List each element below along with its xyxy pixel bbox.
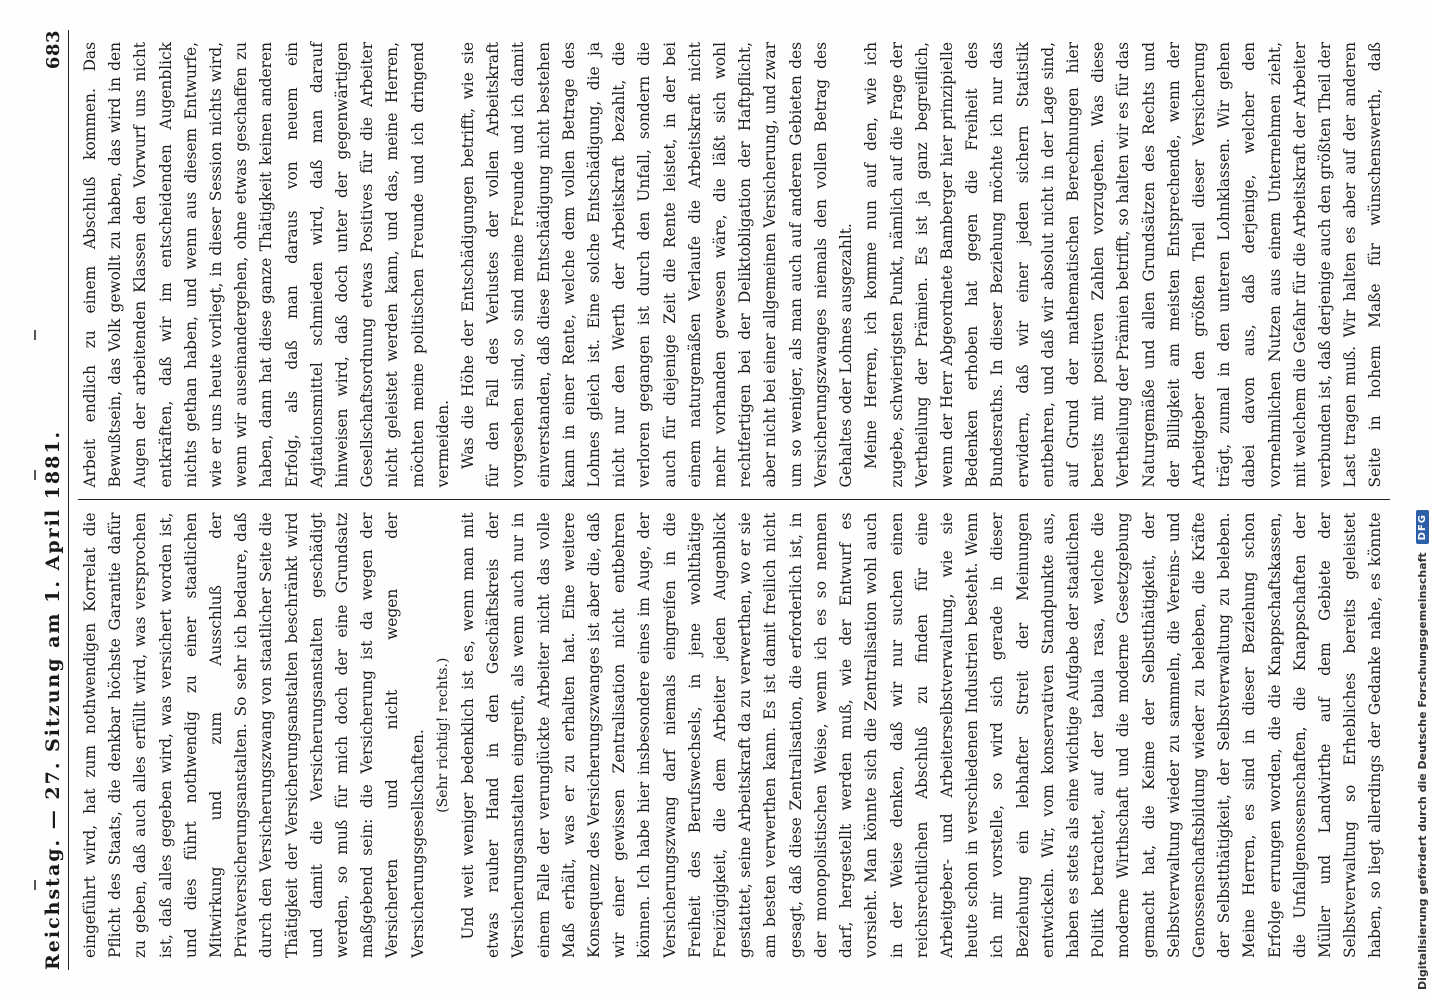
paragraph: Arbeit endlich zu einem Abschluß kommen. Das Bewußtsein, das Volk gewollt zu haben, das wird in den Augen der arbeitenden Klassen den Vorwurf uns nicht entkräften, daß wir im entscheidenden Augenblick nichts gethan haben, und wenn aus diesem Entwurfe, wie er uns heute vorliegt, in dieser Session nichts wird, wenn wir auseinandergehen, ohne etwas geschaffen zu haben, dann hat diese ganze Thätigkeit keinen anderen Erfolg, als daß man daraus von neuem ein Agitationsmittel schmieden wird, daß man darauf hinweisen wird, daß doch unter der gegenwärtigen Gesellschaftsordnung etwas Positives für die Arbeiter nicht geleistet werden kann, und das, meine Herren, möchten meine politischen Freunde und ich dringend vermeiden. — [81, 42, 452, 488]
right-column — [78, 30, 1390, 500]
page-header — [38, 30, 69, 970]
column-divider — [78, 500, 1390, 501]
text-columns — [78, 30, 1390, 970]
credit-text: Digitalisierung gefördert durch die Deutsche Forschungsgemeinschaft — [1415, 552, 1429, 990]
paragraph: Meine Herren, ich komme nun auf den, wie ich zugebe, schwierigsten Punkt, nämlich auf die Frage der Vertheilung der Prämien. Es ist ja ganz begreiflich, wenn der Herr Abgeordnete Bamberger hier prinzipielle Bedenken erhoben hat gegen die Freiheit des Bundesraths. In dieser Beziehung möchte ich nur das erwidern, daß wir einer jeden sichern Statistik entbehren, und daß wir absolut nicht in der Lage sind, auf Grund der mathematischen Berechnungen hier bereits mit positiven Zahlen vorzugehen. Was diese Vertheilung der Prämien betrifft, so halten wir es für das Naturgemäße und allen Grundsätzen des Rechts und der Billigkeit am meisten Entsprechende, wenn der Arbeitgeber den größten Theil dieser Versicherung trägt, zumal in den unteren Lohnklassen. Wir gehen dabei davon aus, daß derjenige, welcher den vornehmlichen Nutzen aus einem Unternehmen zieht, mit welchem die Gefahr für die Arbeitskraft der Arbeiter verbunden ist, daß derjenige auch den größten Theil der Last tragen muß. Wir halten es aber auf der anderen Seite in hohem Maße für wünschenswerth, daß — [862, 42, 1385, 488]
applause-note: (Sehr richtig! rechts.) — [434, 657, 451, 813]
digitization-credit — [1412, 0, 1432, 1000]
dfg-logo-badge: DFG — [1416, 510, 1429, 544]
paragraph: Was die Höhe der Entschädigungen betrifft, wie sie für den Fall des Verlustes der vollen Arbeitskraft vorgesehen sind, so sind meine Freunde und ich damit einverstanden, daß diese Entschädigung nicht bestehen kann in einer Rente, welche dem vollen Betrage des Lohnes gleich ist. Eine solche Entschädigung, die ja nicht nur den Werth der Arbeitskraft bezahlt, die verloren gegangen ist durch den Unfall, sondern die auch für diejenige Zeit die Rente leistet, in der bei einem naturgemäßen Verlaufe die Arbeitskraft nicht mehr vorhanden gewesen wäre, die läßt sich wohl rechtfertigen bei der Deliktobligation der Haftpflicht, aber nicht bei einer allgemeinen Versicherung, und zwar um so weniger, als man auch auf anderen Gebieten des Versicherungszwanges niemals den vollen Betrag des Gehaltes oder Lohnes ausgezahlt. — [459, 42, 856, 488]
page-number: 683 — [42, 30, 64, 70]
rotated-page-content — [20, 10, 1400, 990]
page-header-title: Reichstag. — 27. Sitzung am 1. April 1881. — [42, 429, 64, 970]
left-column — [78, 501, 1390, 971]
paragraph: eingeführt wird, hat zum nothwendigen Korrelat die Pflicht des Staats, die denkbar höchste Garantie dafür zu geben, daß auch alles erfüllt wird, was versprochen ist, daß alles gegeben wird, was versichert worden ist, und dies führt nothwendig zu einer staatlichen Mitwirkung und zum Ausschluß der Privatversicherungsanstalten. So sehr ich bedaure, daß durch den Versicherungszwang von staatlicher Seite die Thätigkeit der Versicherungsanstalten beschränkt wird und damit die Versicherungsanstalten geschädigt werden, so muß für mich doch der eine Grundsatz maßgebend sein: die Versicherung ist da wegen der Versicherten und nicht wegen der Versicherungsgesellschaften. — [81, 512, 427, 958]
paragraph: Und weit weniger bedenklich ist es, wenn man mit etwas rauher Hand in den Geschäftskreis der Versicherungsanstalten eingreift, als wenn auch nur in einem Falle der verunglückte Arbeiter nicht das volle Maß erhält, was er zu erhalten hat. Eine weitere Konsequenz des Versicherungszwanges ist aber die, daß wir einer gewissen Zentralisation nicht entbehren können. Ich habe hier insbesondere eines im Auge, der Versicherungszwang darf niemals eingreifen in die Freiheit des Berufswechsels, in jene wohlthätige Freizügigkeit, die dem Arbeiter jeden Augenblick gestattet, seine Arbeitskraft da zu verwerthen, wo er sie am besten verwerthen kann. Es ist damit freilich nicht gesagt, daß diese Zentralisation, die erforderlich ist, in der monopolistischen Weise, wenn ich es so nennen darf, hergestellt werden muß, wie der Entwurf es vorsieht. Man könnte sich die Zentralisation wohl auch in der Weise denken, daß wir nur suchen einen reichsrechtlichen Abschluß zu finden für eine Arbeitgeber- und Arbeiterselbstverwaltung, wie sie heute schon in verschiedenen Industrien besteht. Wenn ich mir vorstelle, so wird sich gerade in dieser Beziehung ein lebhafter Streit der Meinungen entwickeln. Wir, vom konservativen Standpunkte aus, haben es stets als eine wichtige Aufgabe der staatlichen Politik betrachtet, auf der tabula rasa, welche die moderne Wirthschaft und die moderne Gesetzgebung gemacht hat, die Keime der Selbstthätigkeit, der Selbstverwaltung wieder zu sammeln, die Vereins- und Genossenschaftsbildung wieder zu beleben, die Kräfte der Selbstthätigkeit, der Selbstverwaltung zu beleben. Meine Herren, es sind in dieser Beziehung schon Erfolge errungen worden, die die Knappschaftskassen, die Unfallgenossenschaften, die Knappschaften der Müller und Landwirthe auf dem Gebiete der Selbstverwaltung so Erhebliches bereits geleistet haben, so liegt allerdings der Gedanke nahe, es könnte — [459, 512, 1385, 958]
